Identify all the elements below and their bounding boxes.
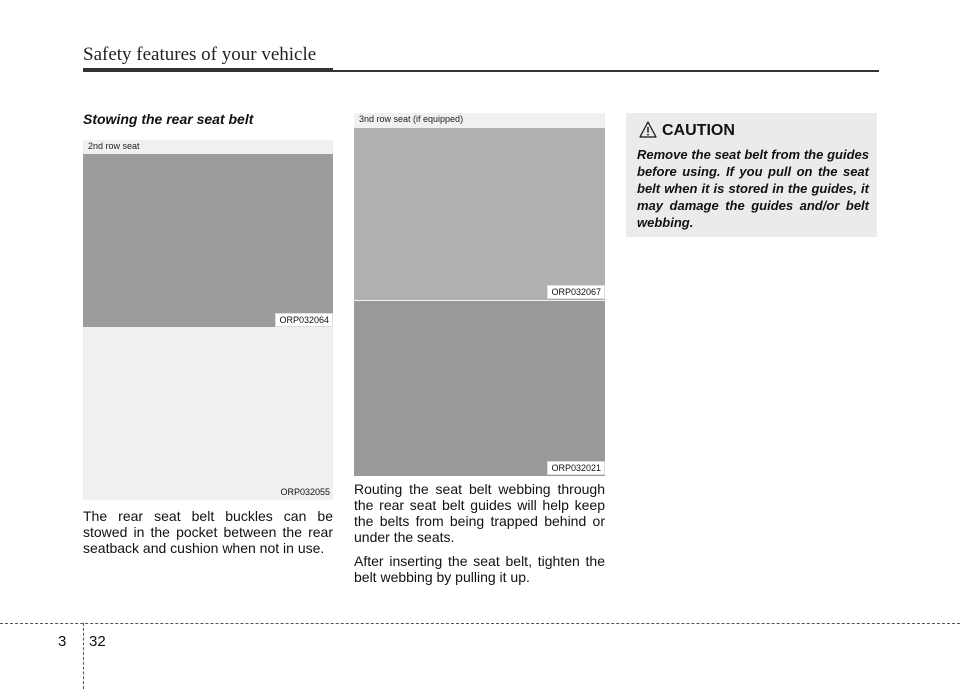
page-number: 32 <box>89 633 106 650</box>
page-header-title: Safety features of your vehicle <box>83 44 317 65</box>
figure-photo <box>354 128 605 300</box>
chapter-number: 3 <box>58 633 67 650</box>
body-paragraph-routing: Routing the seat belt webbing through the rear seat belt guides will help keep the belts from being trapped behind or under the seats. <box>354 481 605 545</box>
caution-text: Remove the seat belt from the guides before using. If you pull on the seat belt when it is stored in the guides, it may damage the guides and/or belt webbing. <box>637 147 869 230</box>
figure-code: ORP032064 <box>275 313 333 327</box>
caution-title: CAUTION <box>662 122 735 139</box>
body-paragraph-stowing: The rear seat belt buckles can be stowed in the pocket between the rear seatback and cushion when not in use. <box>83 508 333 556</box>
figure-photo <box>354 301 605 476</box>
figure-photo <box>83 154 333 327</box>
figure-caption: 3nd row seat (if equipped) <box>359 114 464 124</box>
body-paragraph-tighten: After inserting the seat belt, tighten the belt webbing by pulling it up. <box>354 553 605 585</box>
figure-code: ORP032067 <box>547 285 605 299</box>
header-rule <box>83 70 879 72</box>
figure-seat-pocket <box>83 328 333 500</box>
footer-divider <box>0 623 960 624</box>
warning-triangle-icon <box>639 121 657 138</box>
section-heading: Stowing the rear seat belt <box>83 111 254 127</box>
figure-caption: 2nd row seat <box>88 141 140 151</box>
figure-code: ORP032055 <box>277 486 333 498</box>
figure-3rd-row-seat <box>354 113 605 301</box>
figure-2nd-row-seat <box>83 140 333 328</box>
figure-belt-guides <box>354 301 605 476</box>
figure-code: ORP032021 <box>547 461 605 475</box>
footer-vertical-divider <box>83 623 84 689</box>
